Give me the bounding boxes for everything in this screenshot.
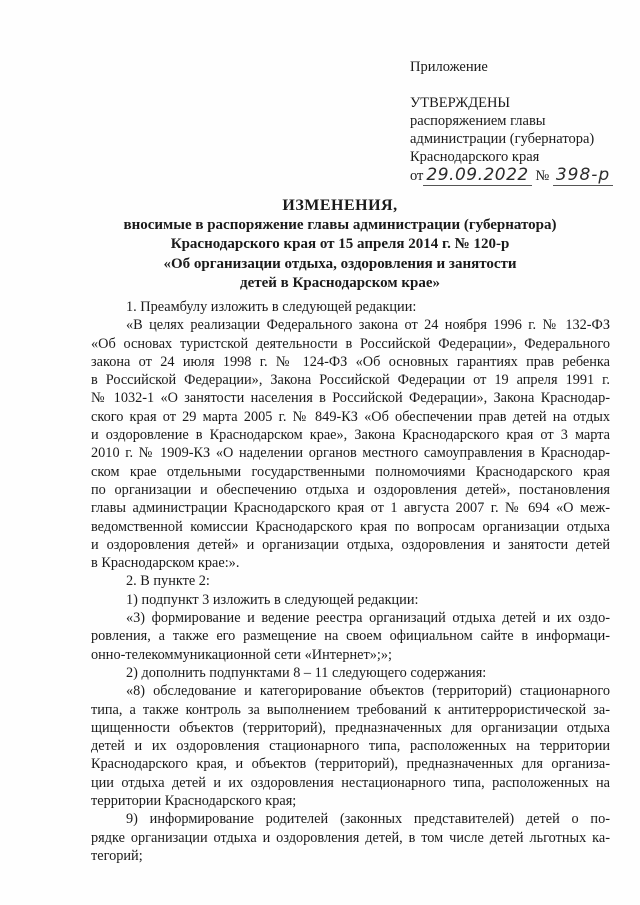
body-line: 9) информирование родителей (законных представителей) детей о по-	[126, 811, 610, 828]
title-line-4: детей в Краснодарском крае»	[240, 275, 440, 291]
body-line: детей и их оздоровления стационарного типа, расположенных на территории	[91, 738, 610, 755]
body-line: онно-телекоммуникационной сети «Интернет»;»;	[91, 646, 392, 663]
approval-date-line	[410, 166, 630, 185]
body-line: «В целях реализации Федерального закона от 24 ноября 1996 г. № 132-ФЗ	[126, 317, 610, 334]
body-line: «8) обследование и категорирование объектов (территорий) стационарного	[126, 683, 610, 700]
body-line: «Об основах туристской деятельности в Российской Федерации», Федерального	[91, 335, 610, 352]
body-line: ского края от 29 марта 2005 г. № 849-КЗ «Об обеспечении прав детей на отдых	[91, 408, 610, 425]
body-line: тегорий;	[91, 847, 143, 864]
body-line: закона от 24 июля 1998 г. № 124-ФЗ «Об основных гарантиях прав ребенка	[91, 353, 610, 370]
document-body	[91, 298, 610, 865]
body-line: рядке организации отдыха и оздоровления детей, в том числе детей льготных ка-	[91, 829, 610, 846]
approved-label: УТВЕРЖДЕНЫ	[410, 95, 511, 111]
number-prefix: №	[535, 168, 550, 184]
body-line: ровления, а также его размещение на своем официальном сайте в информаци-	[91, 628, 610, 645]
body-line: 2) дополнить подпунктами 8 – 11 следующего содержания:	[126, 664, 487, 681]
title-line-1: вносимые в распоряжение главы администрации (губернатора)	[123, 216, 557, 233]
body-line: главы администрации Краснодарского края от 1 августа 2007 г. № 694 «О меж-	[91, 500, 610, 517]
body-line: щищенности объектов (территорий), предназначенных для организации отдыха	[91, 719, 610, 736]
body-line: Краснодарского края, и объектов (территорий), предназначенных для организа-	[91, 756, 610, 773]
title-line-3: «Об организации отдыха, оздоровления и занятости	[163, 255, 517, 272]
body-line: по организации и обеспечению отдыха и оздоровления детей», постановления	[91, 481, 610, 498]
approval-block	[410, 58, 630, 185]
body-line: в Краснодарском крае:».	[91, 555, 240, 572]
body-line: 1) подпункт 3 изложить в следующей редакции:	[126, 591, 419, 608]
body-line: «3) формирование и ведение реестра организаций отдыха детей и их оздо-	[126, 610, 610, 627]
body-line: ции отдыха детей и их оздоровления нестационарного типа, расположенных на	[91, 774, 610, 791]
body-line: ведомственной комиссии Краснодарского края по вопросам организации отдыха	[91, 518, 610, 535]
appendix-label: Приложение	[410, 59, 488, 75]
document-title	[80, 196, 600, 294]
body-line: 1. Преамбулу изложить в следующей редакции:	[126, 299, 417, 315]
approval-line-2: администрации (губернатора)	[410, 131, 595, 147]
handwritten-date: 29.09.2022	[423, 165, 531, 186]
handwritten-number: 398-р	[553, 165, 613, 186]
body-line: и оздоровления детей» и организации отдыха, оздоровления и занятости детей	[91, 536, 610, 553]
body-line: территории Краснодарского края;	[91, 793, 297, 810]
body-line: 2. В пункте 2:	[126, 573, 210, 590]
approval-line-1: распоряжением главы	[410, 113, 546, 129]
body-line: ском крае отдельными государственными полномочиями Краснодарского края	[91, 463, 610, 480]
body-line: № 1032-1 «О занятости населения в Российской Федерации», Закона Краснодар-	[91, 390, 610, 407]
date-prefix: от	[410, 168, 424, 184]
body-line: и оздоровление в Краснодарском крае», Закона Краснодарского края от 3 марта	[91, 427, 610, 444]
approval-line-3: Краснодарского края	[410, 149, 540, 165]
title-main: ИЗМЕНЕНИЯ,	[282, 197, 398, 214]
title-line-2: Краснодарского края от 15 апреля 2014 г. № 120-р	[170, 236, 510, 252]
body-line: типа, а также контроль за выполнением требований к антитеррористической за-	[91, 701, 610, 718]
body-line: 2010 г. № 1909-КЗ «О наделении органов местного самоуправления в Краснодар-	[91, 445, 610, 462]
body-line: в Российской Федерации», Закона Российской Федерации от 19 апреля 1991 г.	[91, 372, 610, 389]
